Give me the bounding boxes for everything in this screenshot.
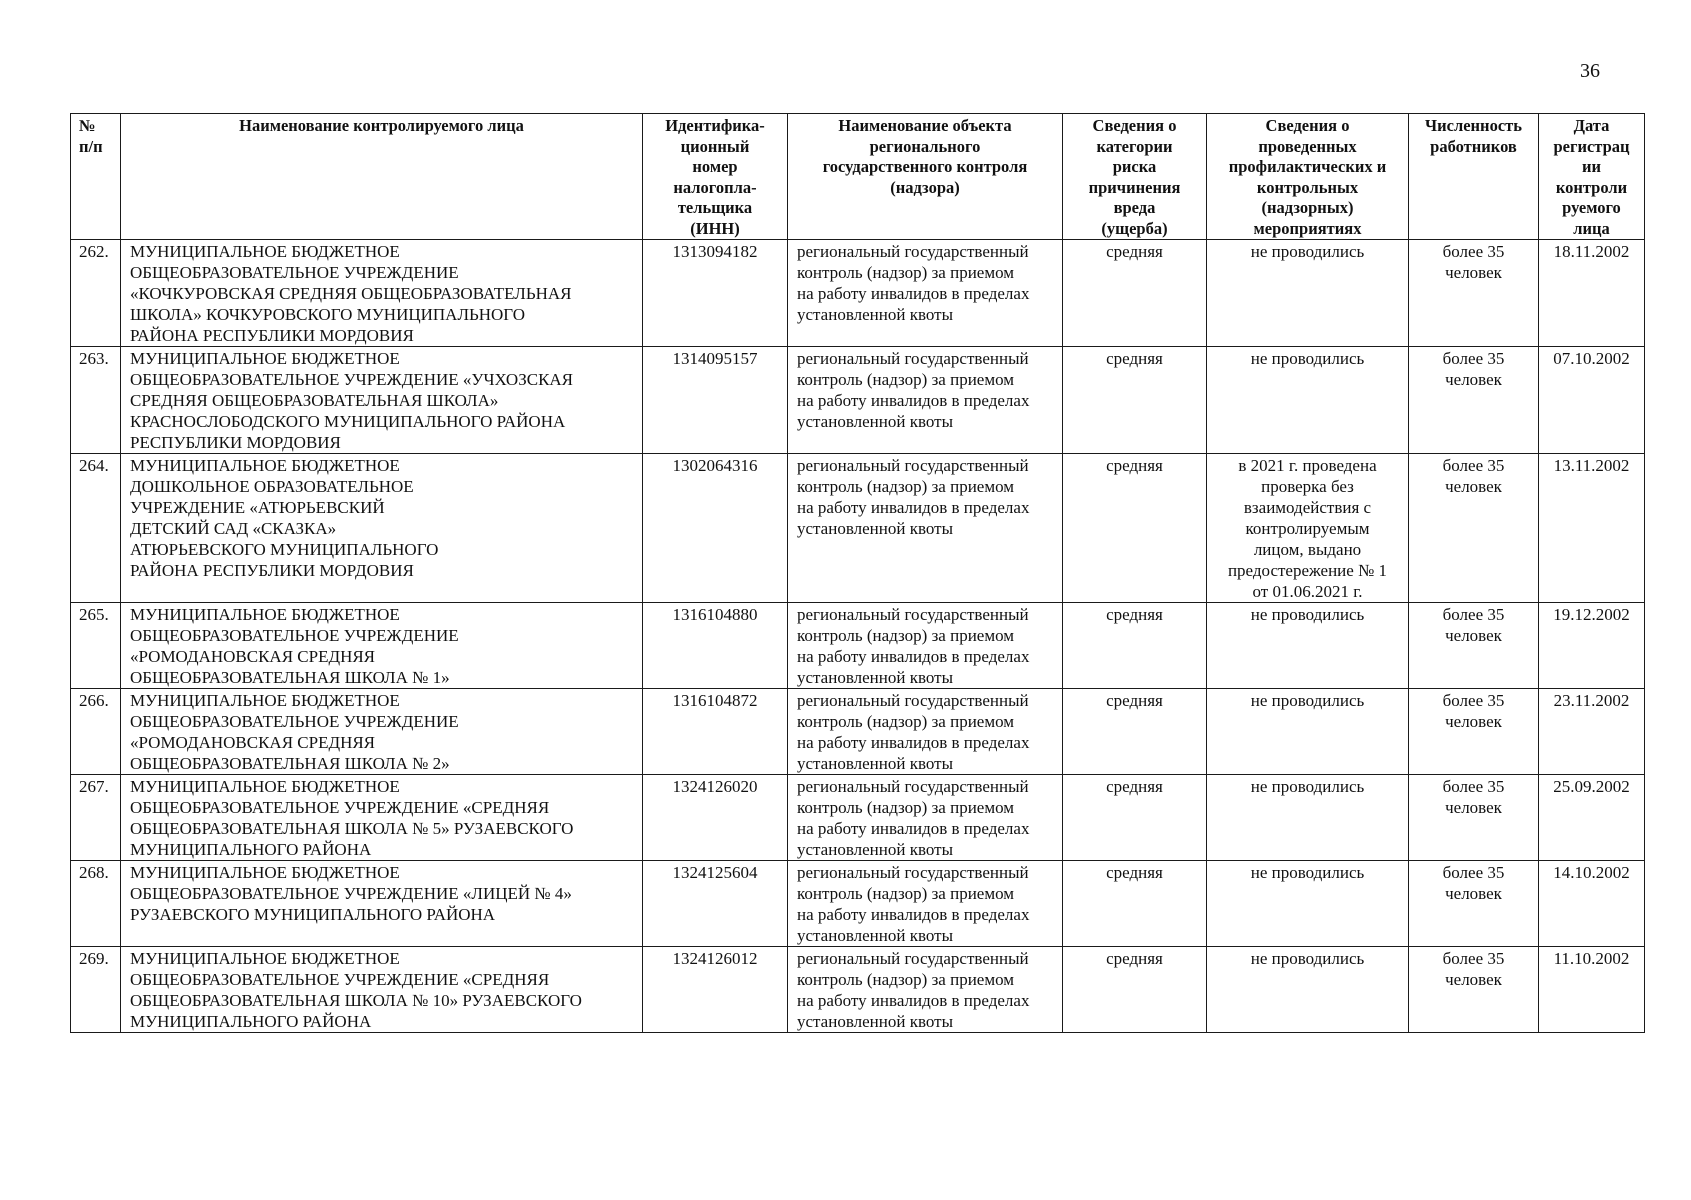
measures-info-text: не проводились — [1250, 242, 1365, 261]
staff-count — [1409, 861, 1539, 947]
measures-info — [1207, 861, 1409, 947]
registration-date — [1539, 603, 1645, 689]
staff-count — [1409, 347, 1539, 454]
inn-value — [643, 603, 788, 689]
control-object — [788, 347, 1063, 454]
row-number-text: 268. — [79, 863, 109, 882]
controlled-entity-name — [121, 861, 643, 947]
control-object-text: региональный государственный контроль (надзор) за приемом на работу инвалидов в пределах установленной квоты — [797, 863, 1030, 945]
row-number-text: 265. — [79, 605, 109, 624]
risk-category — [1063, 689, 1207, 775]
registration-date-text: 18.11.2002 — [1553, 242, 1630, 261]
header-measures: Сведения о проведенных профилактических и контрольных (надзорных) мероприятиях — [1207, 114, 1409, 240]
controlled-entity-name-text: МУНИЦИПАЛЬНОЕ БЮДЖЕТНОЕ ОБЩЕОБРАЗОВАТЕЛЬНОЕ УЧРЕЖДЕНИЕ «КОЧКУРОВСКАЯ СРЕДНЯЯ ОБЩЕОБРАЗОВАТЕЛЬНАЯ ШКОЛА» КОЧКУРОВСКОГО МУНИЦИПАЛЬНОГО РАЙОНА РЕСПУБЛИКИ МОРДОВИЯ — [130, 242, 572, 345]
inn-value — [643, 347, 788, 454]
row-number-text: 263. — [79, 349, 109, 368]
control-object-text: региональный государственный контроль (надзор) за приемом на работу инвалидов в пределах установленной квоты — [797, 777, 1030, 859]
measures-info — [1207, 603, 1409, 689]
controlled-entity-name — [121, 947, 643, 1033]
row-number — [71, 240, 121, 347]
measures-info — [1207, 775, 1409, 861]
control-object — [788, 454, 1063, 603]
controlled-entity-name-text: МУНИЦИПАЛЬНОЕ БЮДЖЕТНОЕ ДОШКОЛЬНОЕ ОБРАЗОВАТЕЛЬНОЕ УЧРЕЖДЕНИЕ «АТЮРЬЕВСКИЙ ДЕТСКИЙ САД «СКАЗКА» АТЮРЬЕВСКОГО МУНИЦИПАЛЬНОГО РАЙОНА РЕСПУБЛИКИ МОРДОВИЯ — [130, 456, 439, 580]
registration-date — [1539, 454, 1645, 603]
table-row — [71, 240, 1645, 347]
registration-date-text: 23.11.2002 — [1553, 691, 1630, 710]
measures-info — [1207, 689, 1409, 775]
control-object — [788, 861, 1063, 947]
inn-value-text: 1313094182 — [672, 242, 758, 261]
staff-count-text: более 35 человек — [1442, 242, 1505, 282]
inn-value — [643, 240, 788, 347]
controlled-entity-name — [121, 775, 643, 861]
header-inn: Идентифика- ционный номер налогопла- тельщика (ИНН) — [643, 114, 788, 240]
table-header-row — [71, 114, 1645, 240]
table-row — [71, 454, 1645, 603]
control-object-text: региональный государственный контроль (надзор) за приемом на работу инвалидов в пределах установленной квоты — [797, 242, 1030, 324]
inn-value-text: 1316104872 — [672, 691, 758, 710]
controlled-entity-name — [121, 689, 643, 775]
control-object — [788, 689, 1063, 775]
header-registration-date: Дата регистрац ии контроли руемого лица — [1539, 114, 1645, 240]
measures-info-text: не проводились — [1250, 863, 1365, 882]
registration-date — [1539, 347, 1645, 454]
inn-value — [643, 454, 788, 603]
controlled-entity-name-text: МУНИЦИПАЛЬНОЕ БЮДЖЕТНОЕ ОБЩЕОБРАЗОВАТЕЛЬНОЕ УЧРЕЖДЕНИЕ «СРЕДНЯЯ ОБЩЕОБРАЗОВАТЕЛЬНАЯ ШКОЛА № 10» РУЗАЕВСКОГО МУНИЦИПАЛЬНОГО РАЙОНА — [130, 949, 582, 1031]
inn-value — [643, 947, 788, 1033]
risk-category-text: средняя — [1106, 456, 1163, 475]
staff-count — [1409, 454, 1539, 603]
inn-value — [643, 775, 788, 861]
measures-info — [1207, 454, 1409, 603]
inn-value-text: 1324126012 — [672, 949, 758, 968]
measures-info-text: не проводились — [1250, 777, 1365, 796]
control-object-text: региональный государственный контроль (надзор) за приемом на работу инвалидов в пределах установленной квоты — [797, 456, 1030, 538]
measures-info-text: в 2021 г. проведена проверка без взаимодействия с контролируемым лицом, выдано предостережение № 1 от 01.06.2021 г. — [1227, 456, 1388, 601]
risk-category — [1063, 454, 1207, 603]
staff-count-text: более 35 человек — [1442, 777, 1505, 817]
staff-count-text: более 35 человек — [1442, 456, 1505, 496]
risk-category-text: средняя — [1106, 863, 1163, 882]
measures-info — [1207, 240, 1409, 347]
inn-value-text: 1324126020 — [672, 777, 758, 796]
registration-date — [1539, 947, 1645, 1033]
row-number — [71, 861, 121, 947]
header-staff-count: Численность работников — [1409, 114, 1539, 240]
risk-category-text: средняя — [1106, 349, 1163, 368]
registration-date-text: 11.10.2002 — [1553, 949, 1630, 968]
risk-category-text: средняя — [1106, 777, 1163, 796]
table-body — [71, 240, 1645, 1033]
staff-count-text: более 35 человек — [1442, 949, 1505, 989]
inn-value-text: 1314095157 — [672, 349, 758, 368]
header-number: № п/п — [71, 114, 121, 240]
controlled-entity-name — [121, 240, 643, 347]
staff-count-text: более 35 человек — [1442, 691, 1505, 731]
row-number — [71, 775, 121, 861]
measures-info-text: не проводились — [1250, 949, 1365, 968]
controlled-entity-name-text: МУНИЦИПАЛЬНОЕ БЮДЖЕТНОЕ ОБЩЕОБРАЗОВАТЕЛЬНОЕ УЧРЕЖДЕНИЕ «РОМОДАНОВСКАЯ СРЕДНЯЯ ОБЩЕОБРАЗОВАТЕЛЬНАЯ ШКОЛА № 2» — [130, 691, 459, 773]
row-number-text: 262. — [79, 242, 109, 261]
registration-date-text: 13.11.2002 — [1553, 456, 1630, 475]
controlled-entity-name-text: МУНИЦИПАЛЬНОЕ БЮДЖЕТНОЕ ОБЩЕОБРАЗОВАТЕЛЬНОЕ УЧРЕЖДЕНИЕ «РОМОДАНОВСКАЯ СРЕДНЯЯ ОБЩЕОБРАЗОВАТЕЛЬНАЯ ШКОЛА № 1» — [130, 605, 459, 687]
table-row — [71, 947, 1645, 1033]
registration-date-text: 25.09.2002 — [1553, 777, 1630, 796]
registration-date — [1539, 775, 1645, 861]
staff-count-text: более 35 человек — [1442, 349, 1505, 389]
risk-category — [1063, 775, 1207, 861]
staff-count-text: более 35 человек — [1442, 863, 1505, 903]
risk-category-text: средняя — [1106, 691, 1163, 710]
control-object-text: региональный государственный контроль (надзор) за приемом на работу инвалидов в пределах установленной квоты — [797, 949, 1030, 1031]
controlled-entity-name — [121, 603, 643, 689]
control-object — [788, 603, 1063, 689]
inn-value-text: 1316104880 — [672, 605, 758, 624]
risk-category-text: средняя — [1106, 605, 1163, 624]
inn-value — [643, 689, 788, 775]
row-number — [71, 689, 121, 775]
table-row — [71, 603, 1645, 689]
registration-date-text: 19.12.2002 — [1553, 605, 1630, 624]
staff-count — [1409, 689, 1539, 775]
registration-date — [1539, 689, 1645, 775]
table-row — [71, 689, 1645, 775]
risk-category-text: средняя — [1106, 242, 1163, 261]
registration-date — [1539, 240, 1645, 347]
risk-category — [1063, 861, 1207, 947]
row-number — [71, 947, 121, 1033]
risk-category-text: средняя — [1106, 949, 1163, 968]
row-number — [71, 603, 121, 689]
control-object-text: региональный государственный контроль (надзор) за приемом на работу инвалидов в пределах установленной квоты — [797, 349, 1030, 431]
row-number — [71, 347, 121, 454]
control-object-text: региональный государственный контроль (надзор) за приемом на работу инвалидов в пределах установленной квоты — [797, 691, 1030, 773]
measures-info — [1207, 347, 1409, 454]
registration-date-text: 14.10.2002 — [1553, 863, 1630, 882]
controlled-entity-name-text: МУНИЦИПАЛЬНОЕ БЮДЖЕТНОЕ ОБЩЕОБРАЗОВАТЕЛЬНОЕ УЧРЕЖДЕНИЕ «ЛИЦЕЙ № 4» РУЗАЕВСКОГО МУНИЦИПАЛЬНОГО РАЙОНА — [130, 863, 572, 924]
page-number: 36 — [1580, 60, 1600, 82]
measures-info — [1207, 947, 1409, 1033]
staff-count — [1409, 240, 1539, 347]
measures-info-text: не проводились — [1250, 605, 1365, 624]
risk-category — [1063, 347, 1207, 454]
risk-category — [1063, 603, 1207, 689]
staff-count — [1409, 775, 1539, 861]
risk-category — [1063, 947, 1207, 1033]
registration-date — [1539, 861, 1645, 947]
measures-info-text: не проводились — [1250, 349, 1365, 368]
control-object — [788, 775, 1063, 861]
inn-value-text: 1302064316 — [672, 456, 758, 475]
inn-value-text: 1324125604 — [672, 863, 758, 882]
table-row — [71, 347, 1645, 454]
inn-value — [643, 861, 788, 947]
table-row — [71, 861, 1645, 947]
header-risk-category: Сведения о категории риска причинения вреда (ущерба) — [1063, 114, 1207, 240]
header-controlled-entity: Наименование контролируемого лица — [121, 114, 643, 240]
row-number-text: 264. — [79, 456, 109, 475]
registry-table — [70, 113, 1645, 1033]
measures-info-text: не проводились — [1250, 691, 1365, 710]
row-number — [71, 454, 121, 603]
controlled-entity-name — [121, 347, 643, 454]
risk-category — [1063, 240, 1207, 347]
staff-count — [1409, 603, 1539, 689]
controlled-entity-name — [121, 454, 643, 603]
row-number-text: 269. — [79, 949, 109, 968]
control-object — [788, 240, 1063, 347]
control-object — [788, 947, 1063, 1033]
row-number-text: 267. — [79, 777, 109, 796]
registration-date-text: 07.10.2002 — [1553, 349, 1630, 368]
table-row — [71, 775, 1645, 861]
controlled-entity-name-text: МУНИЦИПАЛЬНОЕ БЮДЖЕТНОЕ ОБЩЕОБРАЗОВАТЕЛЬНОЕ УЧРЕЖДЕНИЕ «УЧХОЗСКАЯ СРЕДНЯЯ ОБЩЕОБРАЗОВАТЕЛЬНАЯ ШКОЛА» КРАСНОСЛОБОДСКОГО МУНИЦИПАЛЬНОГО РАЙОНА РЕСПУБЛИКИ МОРДОВИЯ — [130, 349, 574, 452]
controlled-entity-name-text: МУНИЦИПАЛЬНОЕ БЮДЖЕТНОЕ ОБЩЕОБРАЗОВАТЕЛЬНОЕ УЧРЕЖДЕНИЕ «СРЕДНЯЯ ОБЩЕОБРАЗОВАТЕЛЬНАЯ ШКОЛА № 5» РУЗАЕВСКОГО МУНИЦИПАЛЬНОГО РАЙОНА — [130, 777, 574, 859]
staff-count-text: более 35 человек — [1442, 605, 1505, 645]
row-number-text: 266. — [79, 691, 109, 710]
staff-count — [1409, 947, 1539, 1033]
control-object-text: региональный государственный контроль (надзор) за приемом на работу инвалидов в пределах установленной квоты — [797, 605, 1030, 687]
header-control-object: Наименование объекта регионального государственного контроля (надзора) — [788, 114, 1063, 240]
